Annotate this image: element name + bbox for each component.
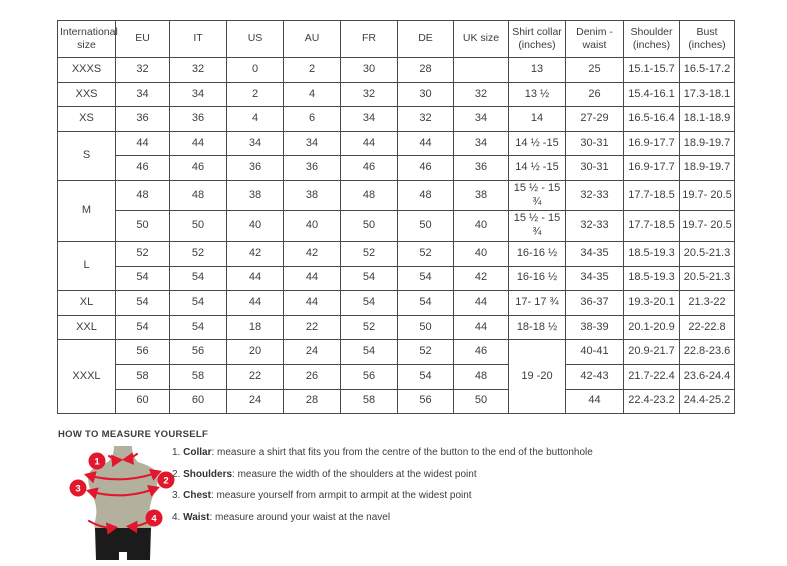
table-cell: 44 (566, 389, 624, 414)
table-cell: 0 (227, 58, 284, 83)
table-row (58, 211, 735, 242)
table-cell: 34 (227, 131, 284, 156)
figure-badge-waist (146, 510, 163, 527)
table-cell: 46 (341, 156, 398, 181)
table-cell: 19.3-20.1 (624, 291, 680, 316)
table-cell: 46 (454, 340, 509, 365)
table-cell: 18.9-19.7 (680, 131, 735, 156)
table-cell: 2 (227, 82, 284, 107)
header-row (58, 21, 735, 58)
table-cell: 24 (227, 389, 284, 414)
table-cell: 34-35 (566, 241, 624, 266)
figure-badge-chest (70, 480, 87, 497)
table-cell: 54 (116, 266, 170, 291)
table-cell: 14 (509, 107, 566, 132)
table-cell: 15 ½ - 15 ¾ (509, 211, 566, 242)
table-cell: 18.5-19.3 (624, 241, 680, 266)
table-cell: 58 (341, 389, 398, 414)
table-cell: 16-16 ½ (509, 266, 566, 291)
table-cell: 48 (116, 180, 170, 211)
table-cell: 52 (116, 241, 170, 266)
table-cell: 19.7- 20.5 (680, 211, 735, 242)
svg-text:3: 3 (75, 483, 81, 495)
table-cell: 36-37 (566, 291, 624, 316)
table-cell: 56 (170, 340, 227, 365)
table-cell: 48 (341, 180, 398, 211)
column-header: US (227, 21, 284, 58)
column-header: International size (58, 21, 116, 58)
table-cell: 48 (454, 364, 509, 389)
table-cell: 32 (341, 82, 398, 107)
table-row (58, 82, 735, 107)
table-cell: 46 (398, 156, 454, 181)
table-row (58, 266, 735, 291)
table-cell: XXS (58, 82, 116, 107)
table-cell: 30-31 (566, 131, 624, 156)
table-cell: 19 -20 (509, 340, 566, 414)
table-cell: 14 ½ -15 (509, 131, 566, 156)
table-cell: 42 (454, 266, 509, 291)
table-cell: 46 (170, 156, 227, 181)
table-cell: XL (58, 291, 116, 316)
table-cell: 42-43 (566, 364, 624, 389)
mannequin-shorts (95, 528, 151, 560)
table-cell: 17.7-18.5 (624, 180, 680, 211)
table-cell: 50 (170, 211, 227, 242)
table-cell: 54 (398, 266, 454, 291)
table-cell: 16.9-17.7 (624, 131, 680, 156)
table-cell: 22-22.8 (680, 315, 735, 340)
table-cell: 34 (454, 107, 509, 132)
table-cell: 25 (566, 58, 624, 83)
column-header: Bust (inches) (680, 21, 735, 58)
table-cell: 44 (116, 131, 170, 156)
table-cell: 18.5-19.3 (624, 266, 680, 291)
table-cell: 38-39 (566, 315, 624, 340)
table-cell: 20 (227, 340, 284, 365)
table-cell: 44 (170, 131, 227, 156)
table-cell: 20.5-21.3 (680, 266, 735, 291)
table-cell: 18.9-19.7 (680, 156, 735, 181)
measure-instruction: 4. Waist: measure around your waist at the navel (172, 511, 391, 523)
table-cell: 44 (227, 291, 284, 316)
table-cell: 30 (341, 58, 398, 83)
table-cell: 60 (170, 389, 227, 414)
table-cell: 30 (398, 82, 454, 107)
measure-instruction: 3. Chest: measure yourself from armpit to armpit at the widest point (172, 490, 472, 501)
table-cell: 42 (227, 241, 284, 266)
table-cell: 28 (398, 58, 454, 83)
svg-text:1: 1 (94, 456, 100, 468)
table-cell: XXXS (58, 58, 116, 83)
table-cell: 44 (454, 291, 509, 316)
svg-text:4: 4 (151, 513, 157, 525)
table-cell: 44 (284, 266, 341, 291)
table-cell: 32 (116, 58, 170, 83)
table-cell: 54 (170, 266, 227, 291)
table-cell: 18-18 ½ (509, 315, 566, 340)
table-cell: 54 (398, 291, 454, 316)
table-cell: 36 (454, 156, 509, 181)
table-cell: 50 (398, 211, 454, 242)
table-cell: 54 (116, 291, 170, 316)
table-cell: 56 (341, 364, 398, 389)
table-cell: 52 (341, 241, 398, 266)
table-cell: 27-29 (566, 107, 624, 132)
table-cell: 54 (116, 315, 170, 340)
table-cell: 36 (116, 107, 170, 132)
table-cell: 54 (341, 266, 398, 291)
table-cell: 54 (398, 364, 454, 389)
table-cell: 22 (284, 315, 341, 340)
table-row (58, 364, 735, 389)
table-cell: 17- 17 ¾ (509, 291, 566, 316)
table-cell: 58 (116, 364, 170, 389)
column-header: EU (116, 21, 170, 58)
table-cell: 38 (454, 180, 509, 211)
table-cell: 54 (341, 291, 398, 316)
table-cell: 20.5-21.3 (680, 241, 735, 266)
table-cell: 24.4-25.2 (680, 389, 735, 414)
table-cell: 48 (398, 180, 454, 211)
table-cell: 23.6-24.4 (680, 364, 735, 389)
table-row (58, 241, 735, 266)
table-cell: 32 (398, 107, 454, 132)
table-cell: 50 (454, 389, 509, 414)
table-cell: 50 (398, 315, 454, 340)
table-cell: 17.3-18.1 (680, 82, 735, 107)
column-header: DE (398, 21, 454, 58)
table-cell: 58 (170, 364, 227, 389)
table-cell: 26 (284, 364, 341, 389)
column-header: FR (341, 21, 398, 58)
column-header: UK size (454, 21, 509, 58)
table-cell: 34 (284, 131, 341, 156)
column-header: Shoulder (inches) (624, 21, 680, 58)
size-chart-table (57, 20, 735, 414)
table-cell: XXL (58, 315, 116, 340)
table-cell: 22.8-23.6 (680, 340, 735, 365)
table-row (58, 389, 735, 414)
table-cell: 15 ½ - 15 ¾ (509, 180, 566, 211)
table-cell: 40 (454, 241, 509, 266)
table-cell: XXXL (58, 340, 116, 414)
table-cell: 32-33 (566, 180, 624, 211)
table-cell: 54 (170, 291, 227, 316)
table-row (58, 156, 735, 181)
table-cell: 54 (170, 315, 227, 340)
table-cell: 24 (284, 340, 341, 365)
table-row (58, 131, 735, 156)
table-cell: 38 (284, 180, 341, 211)
table-cell: 16.5-16.4 (624, 107, 680, 132)
table-cell: 40 (454, 211, 509, 242)
table-cell: 20.1-20.9 (624, 315, 680, 340)
table-cell: 17.7-18.5 (624, 211, 680, 242)
table-cell: 20.9-21.7 (624, 340, 680, 365)
table-cell: 50 (341, 211, 398, 242)
table-cell: 34 (170, 82, 227, 107)
table-cell: 14 ½ -15 (509, 156, 566, 181)
table-cell: 42 (284, 241, 341, 266)
table-row (58, 340, 735, 365)
column-header: Denim - waist (566, 21, 624, 58)
table-cell: 22.4-23.2 (624, 389, 680, 414)
table-cell: 16.9-17.7 (624, 156, 680, 181)
table-cell: 13 (509, 58, 566, 83)
table-cell: 52 (170, 241, 227, 266)
figure-badge-collar (89, 453, 106, 470)
column-header: Shirt collar (inches) (509, 21, 566, 58)
table-cell: 44 (341, 131, 398, 156)
table-cell: 46 (116, 156, 170, 181)
table-cell: 2 (284, 58, 341, 83)
table-cell: 40 (227, 211, 284, 242)
table-cell: 26 (566, 82, 624, 107)
table-cell: 34 (341, 107, 398, 132)
table-cell: 18.1-18.9 (680, 107, 735, 132)
table-cell: 18 (227, 315, 284, 340)
table-cell: 16-16 ½ (509, 241, 566, 266)
table-cell: 22 (227, 364, 284, 389)
table-cell: XS (58, 107, 116, 132)
table-cell: 40 (284, 211, 341, 242)
measure-title: HOW TO MEASURE YOURSELF (58, 429, 209, 440)
table-cell: 34-35 (566, 266, 624, 291)
table-cell: L (58, 241, 116, 290)
measure-list (172, 447, 652, 533)
table-row (58, 107, 735, 132)
table-cell: S (58, 131, 116, 180)
table-cell: 4 (284, 82, 341, 107)
table-cell: 52 (398, 241, 454, 266)
table-cell: 15.4-16.1 (624, 82, 680, 107)
table-cell: 21.7-22.4 (624, 364, 680, 389)
table-cell: 32-33 (566, 211, 624, 242)
table-cell: 16.5-17.2 (680, 58, 735, 83)
table-cell: 52 (398, 340, 454, 365)
table-cell: 44 (398, 131, 454, 156)
table-row (58, 315, 735, 340)
table-cell: 32 (454, 82, 509, 107)
table-cell: 34 (116, 82, 170, 107)
table-cell: 56 (116, 340, 170, 365)
table-cell: 60 (116, 389, 170, 414)
table-cell: 38 (227, 180, 284, 211)
column-header: IT (170, 21, 227, 58)
table-cell: 13 ½ (509, 82, 566, 107)
table-cell (454, 58, 509, 83)
table-cell: 36 (227, 156, 284, 181)
table-cell: 19.7- 20.5 (680, 180, 735, 211)
measure-figure (53, 444, 183, 566)
table-cell: 36 (170, 107, 227, 132)
table-cell: 56 (398, 389, 454, 414)
table-cell: 50 (116, 211, 170, 242)
column-header: AU (284, 21, 341, 58)
table-row (58, 291, 735, 316)
table-cell: 6 (284, 107, 341, 132)
measure-instruction: 2. Shoulders: measure the width of the shoulders at the widest point (172, 468, 477, 480)
table-cell: 48 (170, 180, 227, 211)
measure-instruction: 1. Collar: measure a shirt that fits you from the centre of the button to the end of the buttonhole (172, 447, 593, 458)
table-cell: 4 (227, 107, 284, 132)
table-row (58, 180, 735, 211)
table-cell: 34 (454, 131, 509, 156)
table-row (58, 58, 735, 83)
table-cell: 36 (284, 156, 341, 181)
table-cell: 44 (227, 266, 284, 291)
svg-text:2: 2 (163, 475, 169, 487)
table-cell: 32 (170, 58, 227, 83)
table-cell: 44 (284, 291, 341, 316)
table-cell: 30-31 (566, 156, 624, 181)
table-cell: 15.1-15.7 (624, 58, 680, 83)
table-cell: 52 (341, 315, 398, 340)
table-cell: 40-41 (566, 340, 624, 365)
table-cell: 54 (341, 340, 398, 365)
table-cell: 44 (454, 315, 509, 340)
table-cell: 28 (284, 389, 341, 414)
table-cell: M (58, 180, 116, 241)
table-cell: 21.3-22 (680, 291, 735, 316)
